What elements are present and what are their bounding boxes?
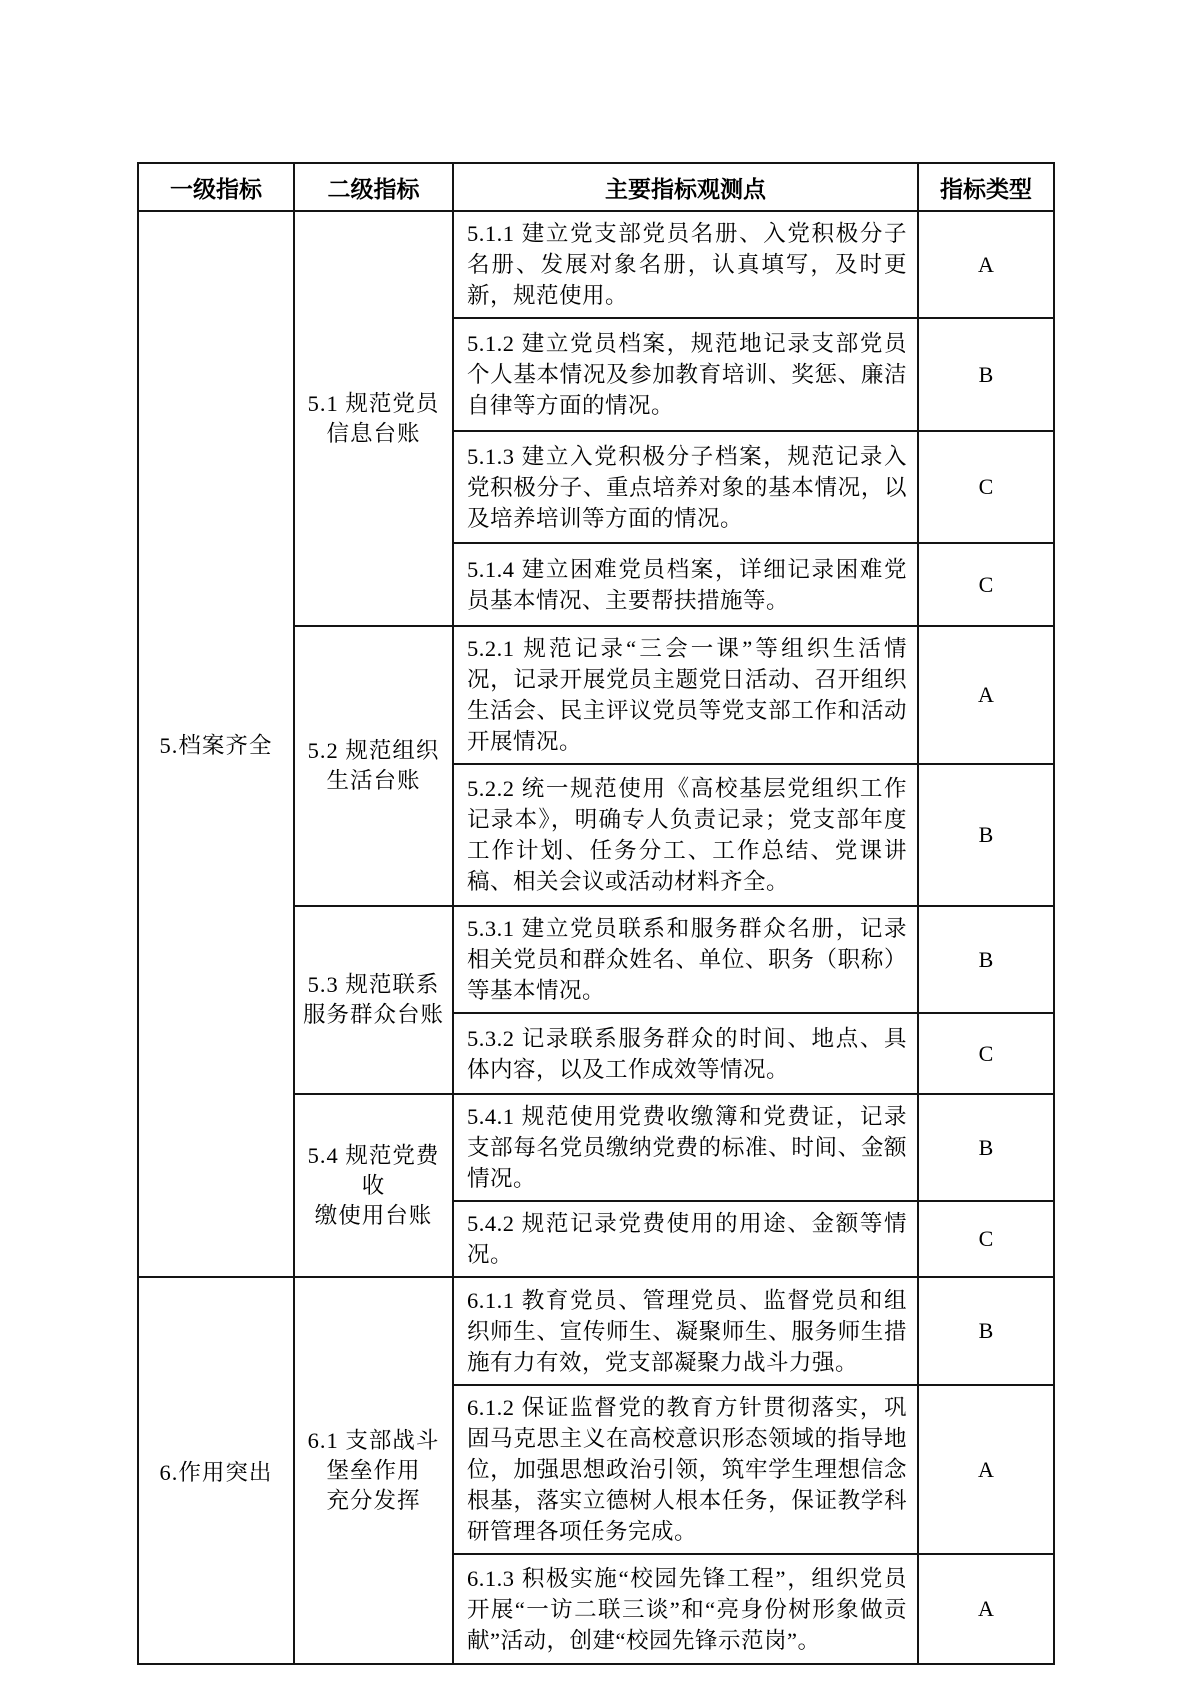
- obs-cell-5-1-1: 5.1.1 建立党支部党员名册、入党积极分子名册、发展对象名册，认真填写，及时更新，规范使用。: [453, 211, 918, 318]
- level1-cell-6: 6.作用突出: [138, 1277, 294, 1664]
- type-cell-5-4-2: C: [918, 1201, 1054, 1277]
- level2-cell-5-4: 5.4 规范党费收 缴使用台账: [294, 1094, 453, 1277]
- obs-cell-5-2-2: 5.2.2 统一规范使用《高校基层党组织工作记录本》，明确专人负责记录；党支部年度工作计划、任务分工、工作总结、党课讲稿、相关会议或活动材料齐全。: [453, 764, 918, 906]
- header-type: 指标类型: [918, 163, 1054, 211]
- obs-cell-5-1-2: 5.1.2 建立党员档案，规范地记录支部党员个人基本情况及参加教育培训、奖惩、廉洁自律等方面的情况。: [453, 318, 918, 431]
- level2-cell-5-1: 5.1 规范党员 信息台账: [294, 211, 453, 626]
- type-cell-5-1-4: C: [918, 543, 1054, 626]
- indicator-table: [137, 162, 1055, 1665]
- type-cell-5-2-2: B: [918, 764, 1054, 906]
- type-cell-5-1-2: B: [918, 318, 1054, 431]
- obs-cell-5-4-2: 5.4.2 规范记录党费使用的用途、金额等情况。: [453, 1201, 918, 1277]
- type-cell-5-3-1: B: [918, 906, 1054, 1013]
- level2-cell-5-2: 5.2 规范组织 生活台账: [294, 626, 453, 906]
- header-level1: 一级指标: [138, 163, 294, 211]
- obs-cell-5-3-2: 5.3.2 记录联系服务群众的时间、地点、具体内容，以及工作成效等情况。: [453, 1013, 918, 1094]
- type-cell-5-2-1: A: [918, 626, 1054, 764]
- header-observation: 主要指标观测点: [453, 163, 918, 211]
- level2-cell-6-1: 6.1 支部战斗 堡垒作用 充分发挥: [294, 1277, 453, 1664]
- type-cell-5-1-3: C: [918, 431, 1054, 543]
- type-cell-5-4-1: B: [918, 1094, 1054, 1201]
- indicator-table-container: [137, 162, 1055, 1665]
- type-cell-6-1-1: B: [918, 1277, 1054, 1385]
- table-row: [138, 211, 1054, 318]
- obs-cell-5-4-1: 5.4.1 规范使用党费收缴簿和党费证，记录支部每名党员缴纳党费的标准、时间、金额情况。: [453, 1094, 918, 1201]
- header-row: [138, 163, 1054, 211]
- obs-cell-5-1-4: 5.1.4 建立困难党员档案，详细记录困难党员基本情况、主要帮扶措施等。: [453, 543, 918, 626]
- table-row: [138, 1277, 1054, 1385]
- level2-cell-5-3: 5.3 规范联系 服务群众台账: [294, 906, 453, 1094]
- obs-cell-6-1-1: 6.1.1 教育党员、管理党员、监督党员和组织师生、宣传师生、凝聚师生、服务师生措施有力有效，党支部凝聚力战斗力强。: [453, 1277, 918, 1385]
- obs-cell-5-1-3: 5.1.3 建立入党积极分子档案，规范记录入党积极分子、重点培养对象的基本情况，以及培养培训等方面的情况。: [453, 431, 918, 543]
- type-cell-6-1-3: A: [918, 1554, 1054, 1664]
- obs-cell-5-3-1: 5.3.1 建立党员联系和服务群众名册，记录相关党员和群众姓名、单位、职务（职称）等基本情况。: [453, 906, 918, 1013]
- header-level2: 二级指标: [294, 163, 453, 211]
- type-cell-5-1-1: A: [918, 211, 1054, 318]
- obs-cell-5-2-1: 5.2.1 规范记录“三会一课”等组织生活情况，记录开展党员主题党日活动、召开组织生活会、民主评议党员等党支部工作和活动开展情况。: [453, 626, 918, 764]
- obs-cell-6-1-2: 6.1.2 保证监督党的教育方针贯彻落实，巩固马克思主义在高校意识形态领域的指导地位，加强思想政治引领，筑牢学生理想信念根基，落实立德树人根本任务，保证教学科研管理各项任务完成。: [453, 1385, 918, 1554]
- type-cell-6-1-2: A: [918, 1385, 1054, 1554]
- obs-cell-6-1-3: 6.1.3 积极实施“校园先锋工程”，组织党员开展“一访二联三谈”和“亮身份树形象做贡献”活动，创建“校园先锋示范岗”。: [453, 1554, 918, 1664]
- level1-cell-5: 5.档案齐全: [138, 211, 294, 1277]
- type-cell-5-3-2: C: [918, 1013, 1054, 1094]
